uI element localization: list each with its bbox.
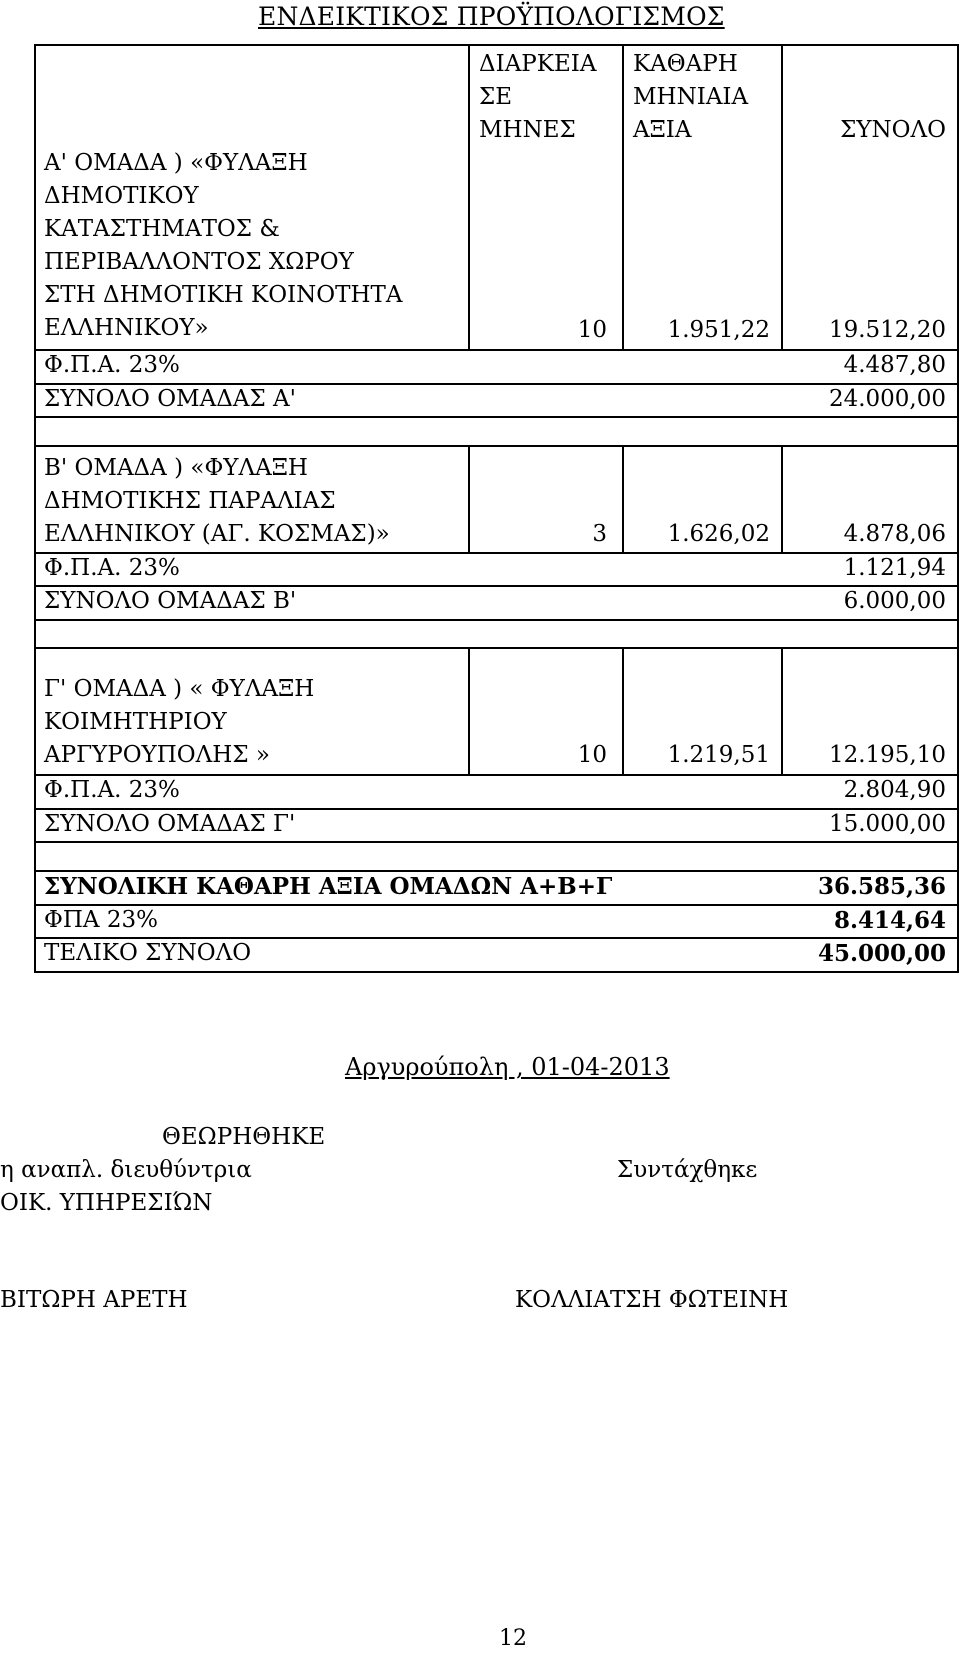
group-a-monthly-value: 1.951,22 [667,317,770,343]
page-number: 12 [499,1626,527,1651]
summary-vat-value: 8.414,64 [833,907,946,934]
group-a-description: Α' ΟΜΑΔΑ ) «ΦΥΛΑΞΗ ΔΗΜΟΤΙΚΟΥ ΚΑΤΑΣΤΗΜΑΤΟΣ & ΠΕΡΙΒΑΛΛΟΝΤΟΣ ΧΩΡΟΥ ΣΤΗ ΔΗΜΟΤΙΚΗ ΚΟΙΝΟΤΗΤΑ ΕΛΛΗΝΙΚΟΥ» [44,150,403,341]
document-title: ΕΝΔΕΙΚΤΙΚΟΣ ΠΡΟΫΠΟΛΟΓΙΣΜΟΣ [258,2,725,31]
summary-final-value: 45.000,00 [817,940,946,967]
header-total: ΣΥΝΟΛΟ [840,117,946,143]
group-c-description: Γ' ΟΜΑΔΑ ) « ΦΥΛΑΞΗ ΚΟΙΜΗΤΗΡΙΟΥ ΑΡΓΥΡΟΥΠΟΛΗΣ » [44,676,315,768]
group-b-vat-label: Φ.Π.Α. 23% [44,555,180,581]
summary-net-value: 36.585,36 [817,873,946,900]
summary-net-label: ΣΥΝΟΛΙΚΗ ΚΑΘΑΡΗ ΑΞΙΑ ΟΜΑΔΩΝ Α+Β+Γ [44,873,613,900]
left-signer-name: ΒΙΤΩΡΗ ΑΡΕΤΗ [0,1287,188,1313]
group-c-monthly-value: 1.219,51 [667,742,770,768]
group-b-description: Β' ΟΜΑΔΑ ) «ΦΥΛΑΞΗ ΔΗΜΟΤΙΚΗΣ ΠΑΡΑΛΙΑΣ ΕΛΛΗΝΙΚΟΥ (ΑΓ. ΚΟΣΜΑΣ)» [44,455,390,547]
table-rule [34,44,36,973]
left-signer-role: η αναπλ. διευθύντρια [0,1157,252,1183]
place-date: Αργυρούπολη , 01-04-2013 [345,1053,670,1081]
table-rule [468,44,470,351]
budget-table [34,44,959,989]
table-rule [34,841,959,843]
summary-final-label: ΤΕΛΙΚΟ ΣΥΝΟΛΟ [44,940,252,966]
group-c-months: 10 [577,742,607,768]
group-b-monthly-value: 1.626,02 [667,521,770,547]
right-signer-name: ΚΟΛΛΙΑΤΣΗ ΦΩΤΕΙΝΗ [515,1287,789,1313]
compiled-label: Συντάχθηκε [617,1157,758,1183]
group-b-net-total: 4.878,06 [843,521,946,547]
table-rule [781,44,783,351]
left-signer-department: ΟΙΚ. ΥΠΗΡΕΣΙΏΝ [0,1190,213,1216]
summary-vat-label: ΦΠΑ 23% [44,907,158,933]
group-a-vat-value: 4.487,80 [843,352,946,378]
table-rule [34,445,959,447]
table-rule [622,44,624,351]
header-duration: ΔΙΑΡΚΕΙΑ ΣΕ ΜΗΝΕΣ [479,51,597,143]
table-rule [34,647,959,649]
group-b-months: 3 [592,521,607,547]
group-c-net-total: 12.195,10 [828,742,946,768]
table-rule [34,971,959,973]
group-c-sum-value: 15.000,00 [828,811,946,837]
table-rule [34,44,959,46]
group-c-sum-label: ΣΥΝΟΛΟ ΟΜΑΔΑΣ Γ' [44,811,296,837]
group-c-vat-label: Φ.Π.Α. 23% [44,777,180,803]
table-rule [34,619,959,621]
group-b-sum-label: ΣΥΝΟΛΟ ΟΜΑΔΑΣ Β' [44,588,297,614]
group-c-vat-value: 2.804,90 [843,777,946,803]
group-a-months: 10 [577,317,607,343]
group-a-vat-label: Φ.Π.Α. 23% [44,352,180,378]
approved-label: ΘΕΩΡΗΘΗΚΕ [162,1124,326,1150]
table-rule [34,416,959,418]
group-a-net-total: 19.512,20 [828,317,946,343]
group-b-sum-value: 6.000,00 [843,588,946,614]
group-a-sum-label: ΣΥΝΟΛΟ ΟΜΑΔΑΣ Α' [44,386,296,412]
header-monthly-value: ΚΑΘΑΡΗ ΜΗΝΙΑΙΑ ΑΞΙΑ [633,51,749,143]
table-rule [957,44,959,973]
group-b-vat-value: 1.121,94 [843,555,946,581]
group-a-sum-value: 24.000,00 [828,386,946,412]
